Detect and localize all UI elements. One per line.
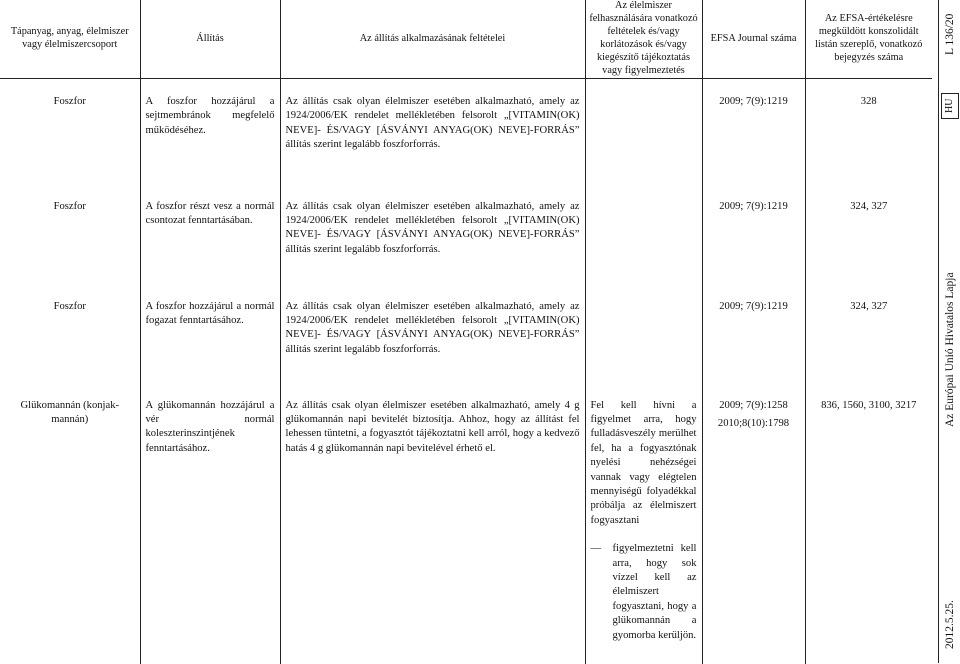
table-header-row	[0, 0, 932, 79]
cell-conditions: Az állítás csak olyan élelmiszer esetében alkalmazható, amely az 1924/2006/EK rendelet mellékletében felsorolt „[VITAMIN(OK) NEVE]- ÉS/VAGY [ÁSVÁNYI ANYAG(OK) NEVE]-FORRÁS” állítás szerint legalább foszforforrás.	[280, 79, 585, 182]
cell-warning	[585, 79, 702, 182]
table-row	[0, 379, 932, 664]
cell-efsa-journal	[702, 379, 805, 664]
cell-nutrient: Foszfor	[0, 182, 140, 280]
cell-entry-number: 324, 327	[850, 300, 888, 312]
warning-water-item	[591, 542, 697, 643]
header-efsa-journal: EFSA Journal száma	[702, 0, 805, 79]
warning-water-text: figyelmeztetni kell arra, hogy sok vízzel kell az élelmiszert fogyasztani, hogy a glükomannán a gyomorba kerüljön.	[612, 543, 697, 641]
cell-nutrient: Foszfor	[0, 280, 140, 379]
header-claim: Állítás	[140, 0, 280, 79]
header-nutrient: Tápanyag, anyag, élelmiszer vagy élelmiszercsoport	[0, 0, 140, 79]
header-conditions: Az állítás alkalmazásának feltételei	[280, 0, 585, 79]
cell-entry-number: 328	[860, 96, 877, 107]
header-entry-number: Az EFSA-értékelésre megküldött konszolidált listán szereplő, vonatkozó bejegyzés száma	[805, 0, 932, 79]
cell-claim: A glükomannán hozzájárul a vér normál koleszterinszintjének fenntartásához.	[140, 379, 280, 664]
cell-conditions: Az állítás csak olyan élelmiszer esetében alkalmazható, amely az 1924/2006/EK rendelet mellékletében felsorolt „[VITAMIN(OK) NEVE]- ÉS/VAGY [ÁSVÁNYI ANYAG(OK) NEVE]-FORRÁS” állítás szerint legalább foszforforrás.	[280, 280, 585, 379]
journal-side-margin	[938, 0, 960, 663]
table-row	[0, 79, 932, 182]
cell-warning	[585, 379, 702, 664]
publication-date: 2012.5.25.	[944, 600, 956, 650]
cell-nutrient: Foszfor	[0, 79, 140, 182]
cell-efsa-journal: 2009; 7(9):1219	[702, 182, 805, 280]
cell-claim: A foszfor részt vesz a normál csontozat fenntartásában.	[140, 182, 280, 280]
cell-nutrient: Glükomannán (konjak-mannán)	[0, 379, 140, 664]
cell-entry-number: 324, 327	[850, 200, 888, 212]
efsa-ref-2: 2010;8(10):1798	[717, 417, 790, 429]
cell-conditions: Az állítás csak olyan élelmiszer esetében alkalmazható, amely 4 g glükomannán napi bevitelét biztosítja. Ahhoz, hogy az állítást fel lehessen tüntetni, a fogyasztót tájékoztatni kell arról, hogy a kedvező hatás 4 g glükomannán napi bevitelével érhető el.	[280, 379, 585, 664]
cell-claim: A foszfor hozzájárul a sejtmembránok megfelelő működéséhez.	[140, 79, 280, 182]
journal-title: Az Európai Unió Hivatalos Lapja	[944, 272, 956, 428]
header-restrictions: Az élelmiszer felhasználására vonatkozó feltételek és/vagy korlátozások és/vagy kiegészítő tájékoztatás vagy figyelmeztetés	[585, 0, 702, 79]
table-row	[0, 280, 932, 379]
page-reference: L 136/20	[944, 13, 956, 55]
efsa-ref-1: 2009; 7(9):1258	[719, 399, 788, 411]
cell-efsa-journal: 2009; 7(9):1219	[702, 79, 805, 182]
warning-choking: Fel kell hívni a figyelmet arra, hogy fulladásveszély merülhet fel, ha a fogyasztónak nyelési nehézségei vannak vagy elégtelen mennyiségű folyadékkal próbálja az élelmiszert fogyasztani	[590, 399, 697, 526]
cell-warning	[585, 182, 702, 280]
cell-conditions: Az állítás csak olyan élelmiszer esetében alkalmazható, amely az 1924/2006/EK rendelet mellékletében felsorolt „[VITAMIN(OK) NEVE]- ÉS/VAGY [ÁSVÁNYI ANYAG(OK) NEVE]-FORRÁS” állítás szerint legalább foszforforrás.	[280, 182, 585, 280]
dash-bullet: —	[590, 543, 602, 555]
cell-efsa-journal: 2009; 7(9):1219	[702, 280, 805, 379]
cell-entry-number: 836, 1560, 3100, 3217	[821, 399, 917, 411]
table-row	[0, 182, 932, 280]
language-badge: HU	[941, 93, 959, 119]
cell-warning	[585, 280, 702, 379]
cell-claim: A foszfor hozzájárul a normál fogazat fenntartásához.	[140, 280, 280, 379]
